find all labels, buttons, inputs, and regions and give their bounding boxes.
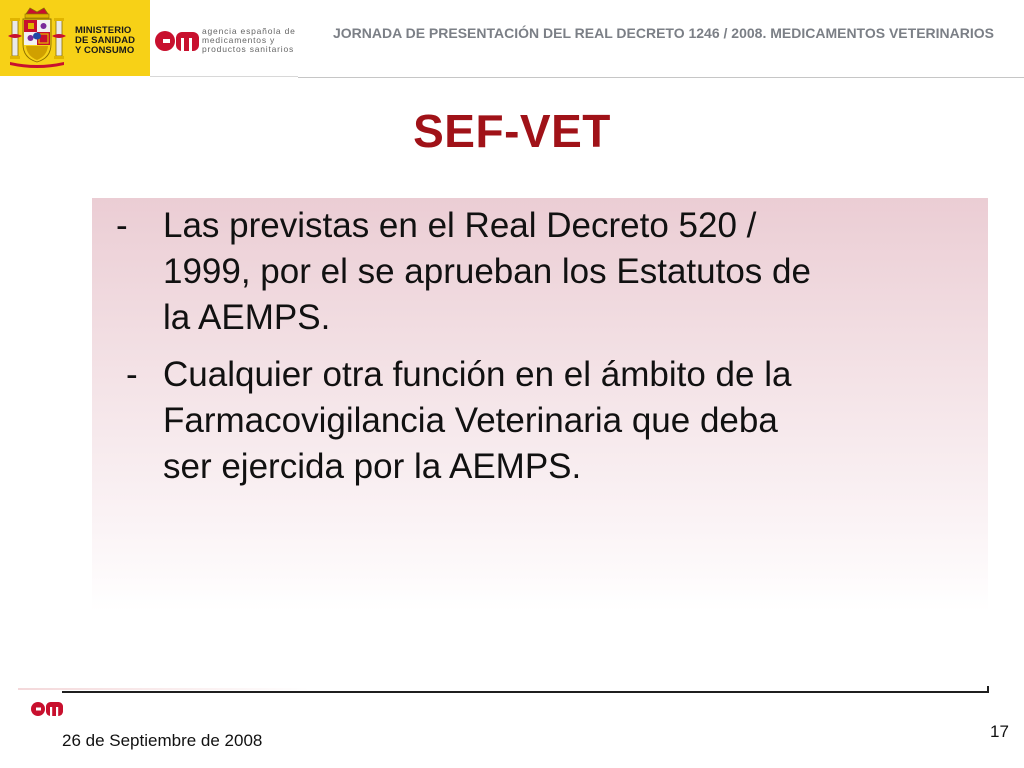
bullet-line: 1999, por el se aprueban los Estatutos de <box>163 252 811 291</box>
bullet-line: la AEMPS. <box>163 298 331 337</box>
bullet-line: Farmacovigilancia Veterinaria que deba <box>163 401 778 440</box>
footer-divider-end <box>987 686 989 693</box>
slide-header <box>0 0 1024 80</box>
agency-name-line-2: medicamentos y <box>202 35 276 45</box>
presentation-date: 26 de Septiembre de 2008 <box>62 731 263 750</box>
presentation-title: JORNADA DE PRESENTACIÓN DEL REAL DECRETO 1246 / 2008. MEDICAMENTOS VETERINARIOS <box>333 25 994 41</box>
content-panel <box>92 198 988 612</box>
ministry-name-line-1: MINISTERIO <box>75 25 132 36</box>
ministry-logo <box>0 0 150 76</box>
aemps-logo-icon <box>30 697 64 719</box>
spain-coat-of-arms-icon <box>8 6 66 68</box>
bullet-marker: - <box>126 355 138 394</box>
ministry-name <box>75 26 135 56</box>
slide-title: SEF-VET <box>413 105 611 157</box>
agency-logo <box>150 0 298 77</box>
agency-name-line-3: productos sanitarios <box>202 44 295 54</box>
bullet-line: Cualquier otra función en el ámbito de la <box>163 355 792 394</box>
ministry-name-line-3: Y CONSUMO <box>75 45 135 56</box>
agency-name-line-1: agencia española de <box>202 26 296 36</box>
header-divider <box>298 77 1024 78</box>
page-number: 17 <box>990 722 1009 741</box>
footer-divider <box>62 691 989 693</box>
bullet-line: Las previstas en el Real Decreto 520 / <box>163 206 757 245</box>
bullet-text <box>163 352 963 490</box>
ministry-name-line-2: DE SANIDAD <box>75 35 136 46</box>
bullet-marker: - <box>116 206 128 245</box>
bullet-text <box>163 203 963 341</box>
footer-divider-shadow <box>18 688 990 690</box>
agency-name <box>202 27 296 54</box>
bullet-line: ser ejercida por la AEMPS. <box>163 447 582 486</box>
aemps-logo-icon <box>154 26 200 56</box>
